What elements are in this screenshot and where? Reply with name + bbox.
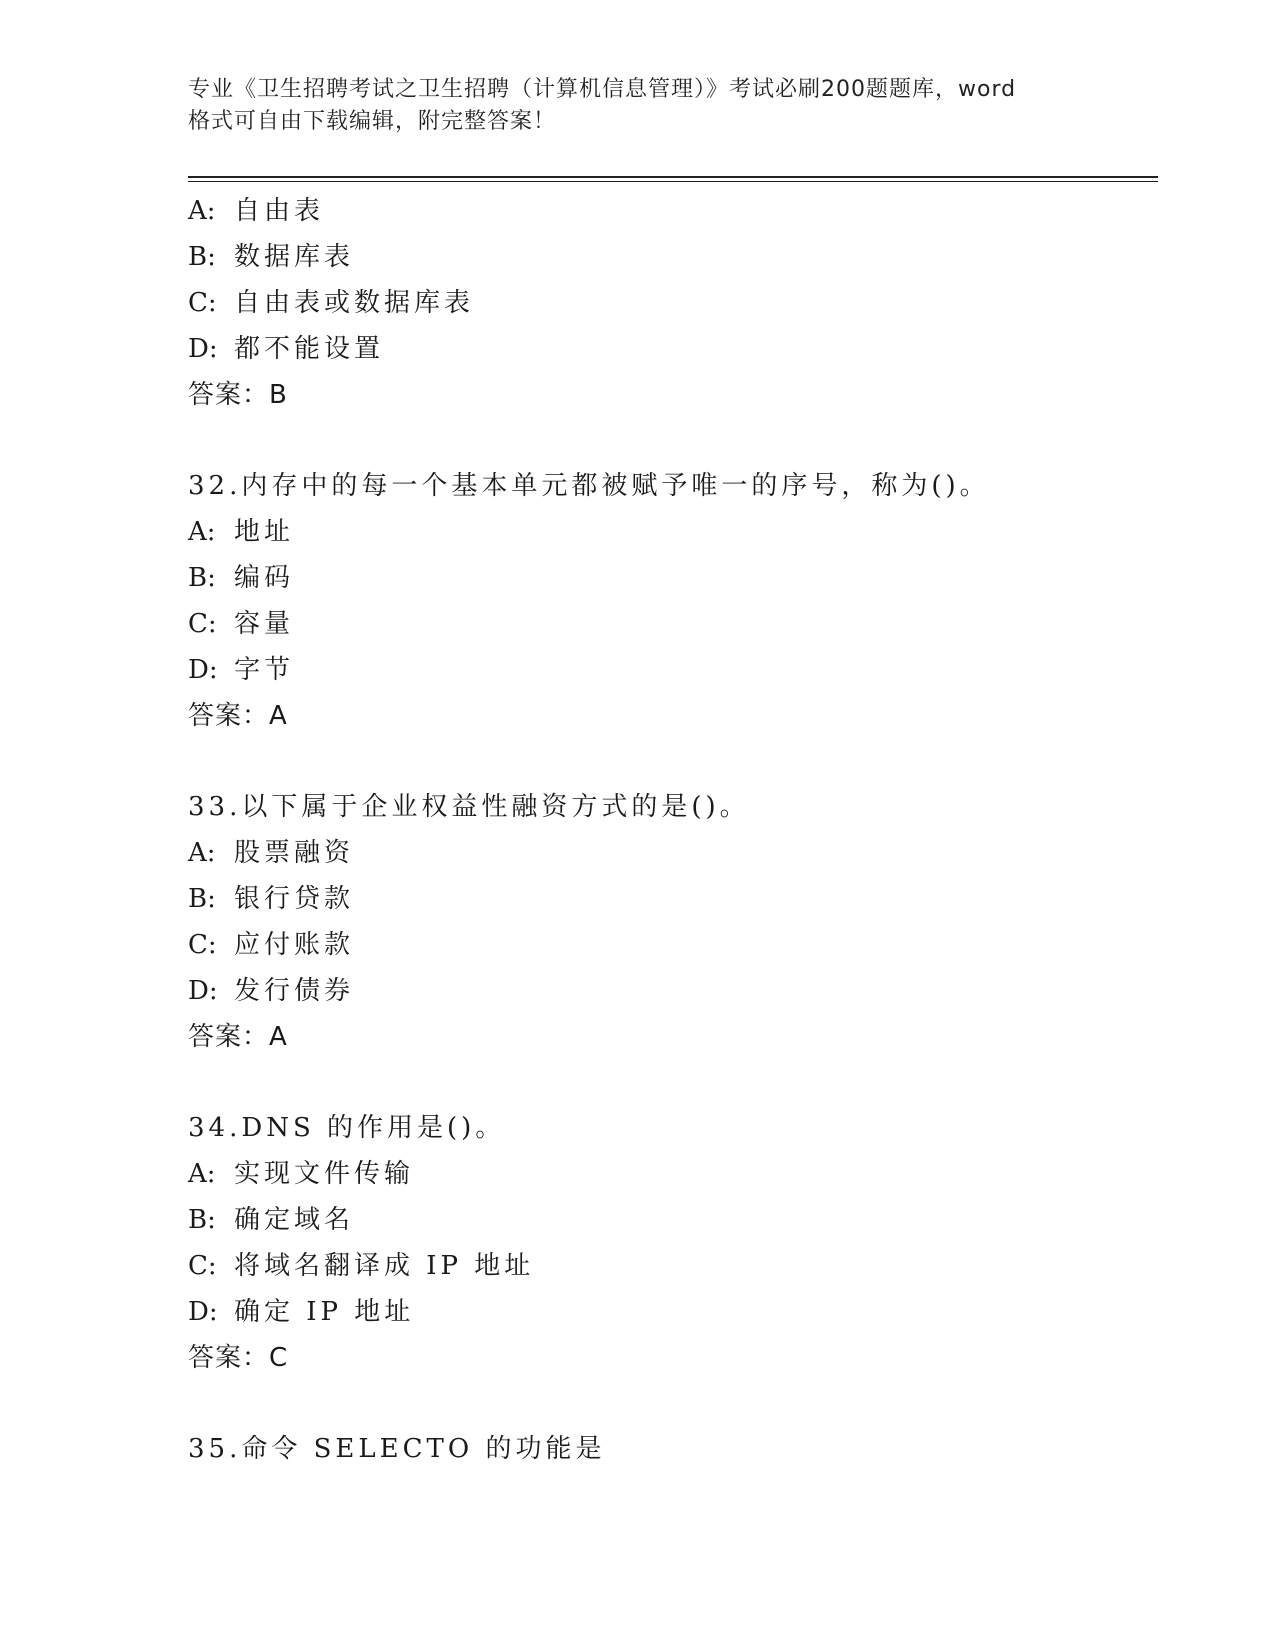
question-34-text: 34.DNS 的作用是()。 <box>188 1113 506 1143</box>
header-divider-thick <box>188 176 1158 178</box>
header-divider-thin <box>188 181 1158 182</box>
option-c: C: 容量 <box>188 609 295 639</box>
answer-31: 答案：B <box>188 380 288 410</box>
spacer <box>188 418 1148 463</box>
option-c: C: 将域名翻译成 IP 地址 <box>188 1251 535 1281</box>
option-d: D: 发行债券 <box>188 976 355 1006</box>
question-33-text: 33.以下属于企业权益性融资方式的是()。 <box>188 792 750 822</box>
question-31 <box>188 188 1148 418</box>
question-35-text: 35.命令 SELECTO 的功能是 <box>188 1434 606 1464</box>
answer-33: 答案：A <box>188 1022 288 1052</box>
question-34 <box>188 1105 1148 1381</box>
question-32-text: 32.内存中的每一个基本单元都被赋予唯一的序号，称为()。 <box>188 471 990 501</box>
option-b: B: 数据库表 <box>188 242 355 272</box>
spacer <box>188 739 1148 784</box>
header-line-1: 专业《卫生招聘考试之卫生招聘（计算机信息管理）》考试必刷200题题库，word <box>188 77 1017 102</box>
header-line-2: 格式可自由下载编辑，附完整答案！ <box>188 109 557 134</box>
option-d: D: 确定 IP 地址 <box>188 1297 415 1327</box>
spacer <box>188 1060 1148 1105</box>
option-a: A: 自由表 <box>188 196 325 226</box>
option-a: A: 实现文件传输 <box>188 1159 415 1189</box>
option-c: C: 自由表或数据库表 <box>188 288 475 318</box>
question-list <box>188 188 1148 1472</box>
answer-32: 答案：A <box>188 701 288 731</box>
option-b: B: 编码 <box>188 563 295 593</box>
answer-34: 答案：C <box>188 1343 289 1373</box>
option-d: D: 字节 <box>188 655 295 685</box>
question-32 <box>188 463 1148 739</box>
spacer <box>188 1381 1148 1426</box>
option-d: D: 都不能设置 <box>188 334 385 364</box>
option-a: A: 地址 <box>188 517 295 547</box>
option-c: C: 应付账款 <box>188 930 355 960</box>
option-b: B: 确定域名 <box>188 1205 355 1235</box>
option-b: B: 银行贷款 <box>188 884 355 914</box>
question-33 <box>188 784 1148 1060</box>
question-35 <box>188 1426 1148 1472</box>
option-a: A: 股票融资 <box>188 838 355 868</box>
document-header <box>188 74 1108 138</box>
